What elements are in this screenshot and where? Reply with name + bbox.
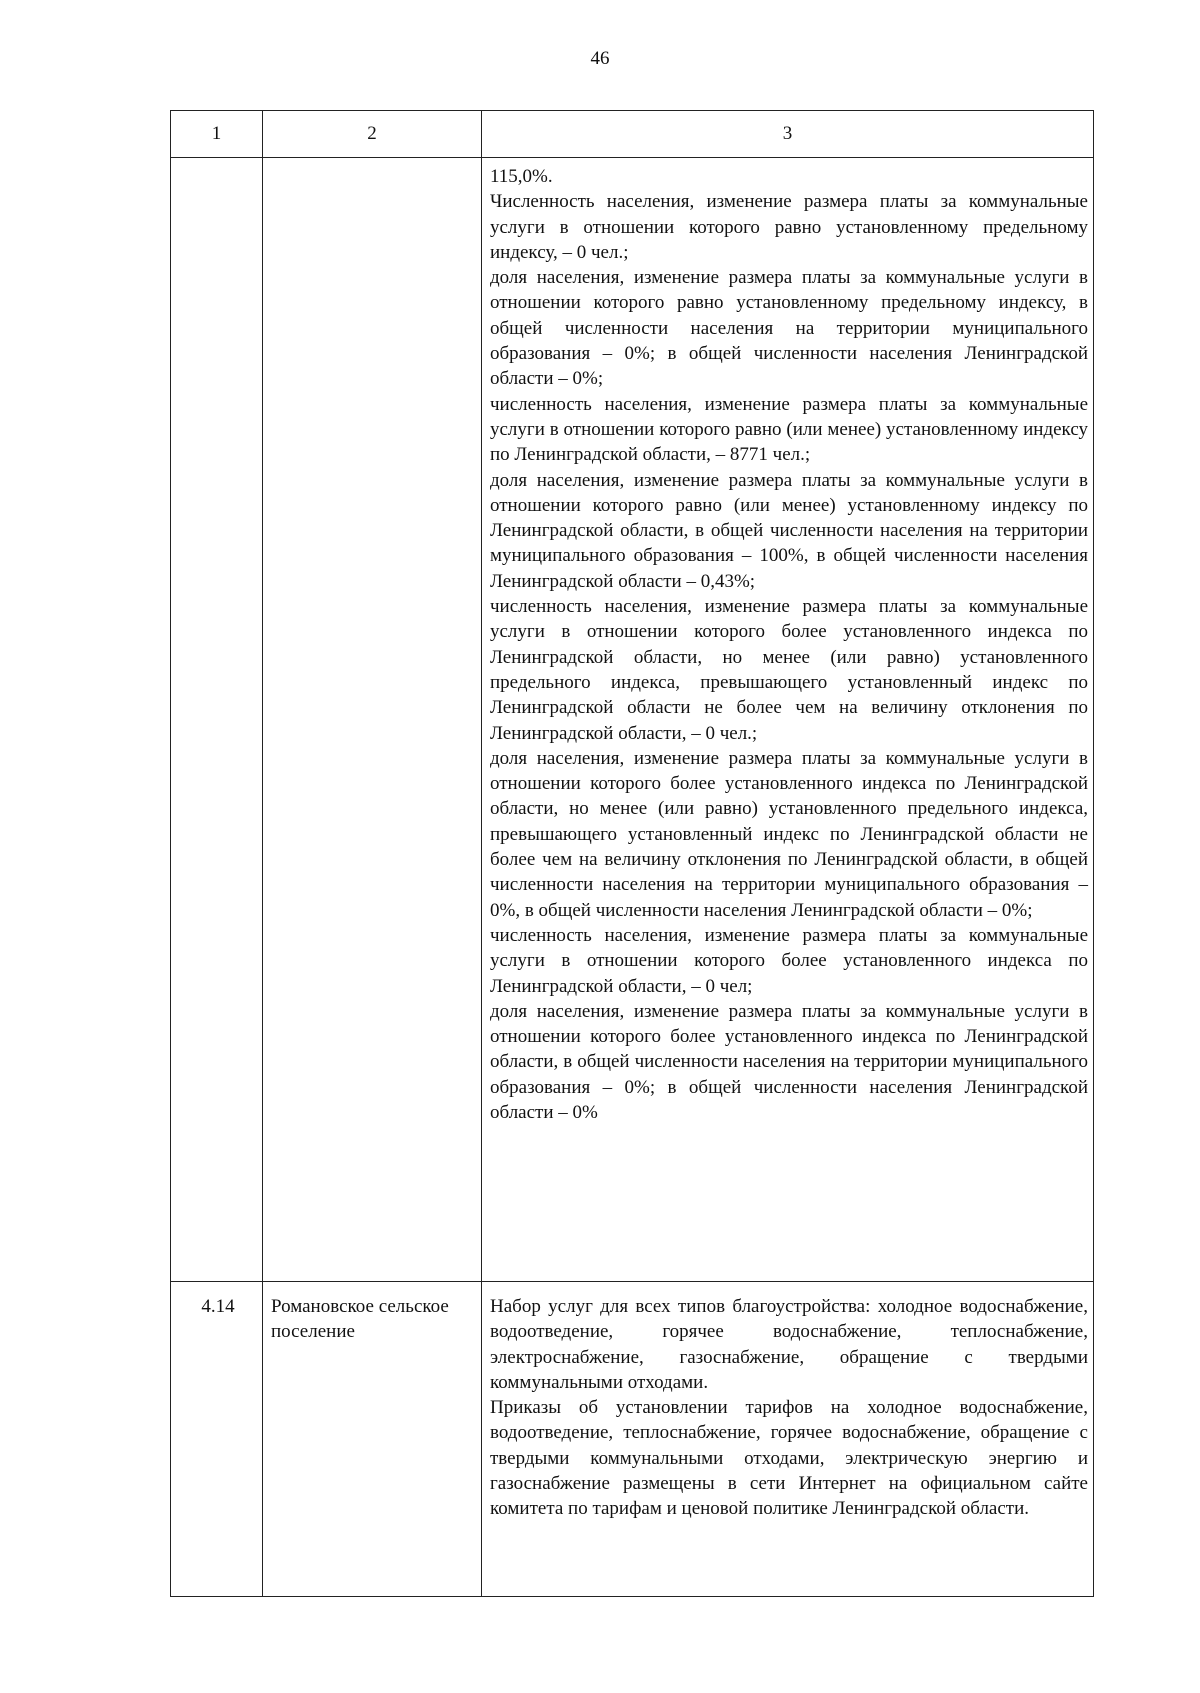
description-paragraph: Численность населения, изменение размера платы за коммунальные услуги в отношении которого равно установленному предельному индексу, – 0 чел.; bbox=[490, 191, 1088, 263]
page-number: 46 bbox=[590, 48, 610, 69]
description-paragraph: численность населения, изменение размера платы за коммунальные услуги в отношении которого равно (или менее) установленному индексу по Ленинградской области, – 8771 чел.; bbox=[490, 393, 1088, 466]
description-cell bbox=[482, 158, 1094, 1282]
row-number-cell bbox=[171, 158, 263, 1282]
table-row bbox=[171, 158, 1094, 1282]
settlement-name-cell bbox=[263, 158, 482, 1282]
description-paragraph: 115,0%. bbox=[490, 166, 553, 187]
services-table bbox=[170, 110, 1094, 1597]
description-paragraph: доля населения, изменение размера платы за коммунальные услуги в отношении которого равно установленному предельному индексу, в общей численности населения на территории муниципального образования – 0%; в общей численности населения Ленинградской области – 0%; bbox=[490, 267, 1088, 390]
header-col-1: 1 bbox=[171, 111, 263, 158]
description-paragraph: Набор услуг для всех типов благоустройства: холодное водоснабжение, водоотведение, горячее водоснабжение, теплоснабжение, электроснабжение, газоснабжение, обращение с твердыми коммунальными отходами. bbox=[490, 1296, 1088, 1393]
table-header-row bbox=[171, 111, 1094, 158]
description-paragraph: доля населения, изменение размера платы за коммунальные услуги в отношении которого более установленного индекса по Ленинградской области, в общей численности населения на территории муниципального образования – 0%; в общей численности населения Ленинградской области – 0% bbox=[490, 1000, 1088, 1123]
description-paragraph: численность населения, изменение размера платы за коммунальные услуги в отношении которого более установленного индекса по Ленинградской области, – 0 чел; bbox=[490, 924, 1088, 997]
description-cell bbox=[482, 1282, 1094, 1597]
description-paragraph: Приказы об установлении тарифов на холодное водоснабжение, водоотведение, теплоснабжение, горячее водоснабжение, обращение с твердыми коммунальными отходами, электрическую энергию и газоснабжение размещены в сети Интернет на официальном сайте комитета по тарифам и ценовой политике Ленинградской области. bbox=[490, 1397, 1088, 1520]
description-paragraph: доля населения, изменение размера платы за коммунальные услуги в отношении которого равно (или менее) установленному индексу по Ленинградской области, в общей численности населения на территории муниципального образования – 100%, в общей численности населения Ленинградской области – 0,43%; bbox=[490, 469, 1088, 592]
description-paragraph: доля населения, изменение размера платы за коммунальные услуги в отношении которого более установленного индекса по Ленинградской области, но менее (или равно) установленного предельного индекса, превышающего установленный индекс по Ленинградской области не более чем на величину отклонения по Ленинградской области, в общей численности населения на территории муниципального образования – 0%, в общей численности населения Ленинградской области – 0%; bbox=[490, 747, 1088, 921]
table-row bbox=[171, 1282, 1094, 1597]
settlement-name-cell: Романовское сельское поселение bbox=[263, 1282, 482, 1597]
header-col-2: 2 bbox=[263, 111, 482, 158]
description-paragraph: численность населения, изменение размера платы за коммунальные услуги в отношении которого более установленного индекса по Ленинградской области, но менее (или равно) установленного предельного индекса, превышающего установленный индекс по Ленинградской области не более чем на величину отклонения по Ленинградской области, – 0 чел.; bbox=[490, 596, 1088, 744]
header-col-3: 3 bbox=[482, 111, 1094, 158]
row-number-cell: 4.14 bbox=[171, 1282, 263, 1597]
